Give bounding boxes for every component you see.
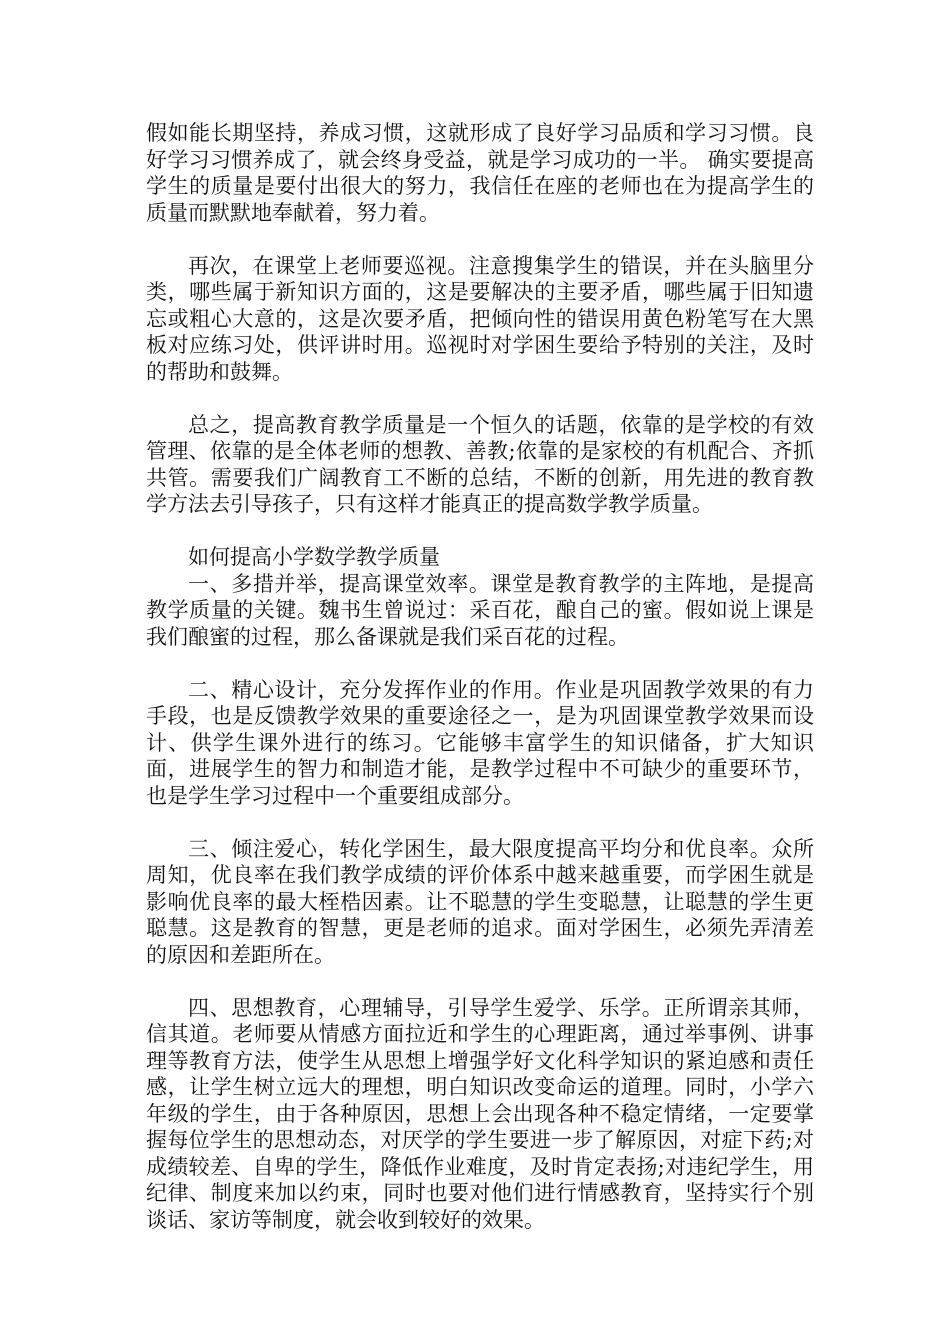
paragraph-point-two: 二、精心设计，充分发挥作业的作用。作业是巩固教学效果的有力手段，也是反馈教学效果的重要途径之一，是为巩固课堂教学效果而设计、供学生课外进行的练习。它能够丰富学生的知识储备，扩大知识面，进展学生的智力和制造才能，是教学过程中不可缺少的重要环节，也是学生学习过程中一个重要组成部分。 xyxy=(146,677,814,808)
section-heading: 如何提高小学数学教学质量 xyxy=(188,545,440,569)
paragraph-point-four: 四、思想教育，心理辅导，引导学生爱学、乐学。正所谓亲其师，信其道。老师要从情感方面拉近和学生的心理距离，通过举事例、讲事理等教育方法，使学生从思想上增强学好文化科学知识的紧迫感和责任感，让学生树立远大的理想，明白知识改变命运的道理。同时，小学六年级的学生，由于各种原因，思想上会出现各种不稳定情绪，一定要掌握每位学生的思想动态，对厌学的学生要进一步了解原因，对症下药;对成绩较差、自卑的学生，降低作业难度，及时肯定表扬;对违纪学生，用纪律、制度来加以约束，同时也要对他们进行情感教育，坚持实行个别谈话、家访等制度，就会收到较好的效果。 xyxy=(146,995,814,1232)
paragraph-habits: 假如能长期坚持，养成习惯，这就形成了良好学习品质和学习习惯。良好学习习惯养成了，就会终身受益，就是学习成功的一半。 确实要提高学生的质量是要付出很大的努力，我信任在座的老师也在为提高学生的质量而默默地奉献着，努力着。 xyxy=(146,121,814,225)
document-page xyxy=(146,120,814,1260)
paragraph-point-three: 三、倾注爱心，转化学困生，最大限度提高平均分和优良率。众所周知，优良率在我们教学成绩的评价体系中越来越重要，而学困生就是影响优良率的最大桎梏因素。让不聪慧的学生变聪慧，让聪慧的学生更聪慧。这是教育的智慧，更是老师的追求。面对学困生，必须先弄清差的原因和差距所在。 xyxy=(146,836,814,967)
paragraph-point-one: 一、多措并举，提高课堂效率。课堂是教育教学的主阵地，是提高教学质量的关键。魏书生曾说过：采百花，酿自己的蜜。假如说上课是我们酿蜜的过程，那么备课就是我们采百花的过程。 xyxy=(146,571,814,649)
paragraph-classroom-patrol: 再次，在课堂上老师要巡视。注意搜集学生的错误，并在头脑里分类，哪些属于新知识方面的，这是要解决的主要矛盾，哪些属于旧知遗忘或粗心大意的，这是次要矛盾，把倾向性的错误用黄色粉笔写在大黑板对应练习处，供评讲时用。巡视时对学困生要给予特别的关注，及时的帮助和鼓舞。 xyxy=(146,253,814,384)
paragraph-summary: 总之，提高教育教学质量是一个恒久的话题，依靠的是学校的有效管理、依靠的是全体老师的想教、善教;依靠的是家校的有机配合、齐抓共管。需要我们广阔教育工不断的总结，不断的创新，用先进的教育教学方法去引导孩子，只有这样才能真正的提高数学教学质量。 xyxy=(146,412,814,516)
